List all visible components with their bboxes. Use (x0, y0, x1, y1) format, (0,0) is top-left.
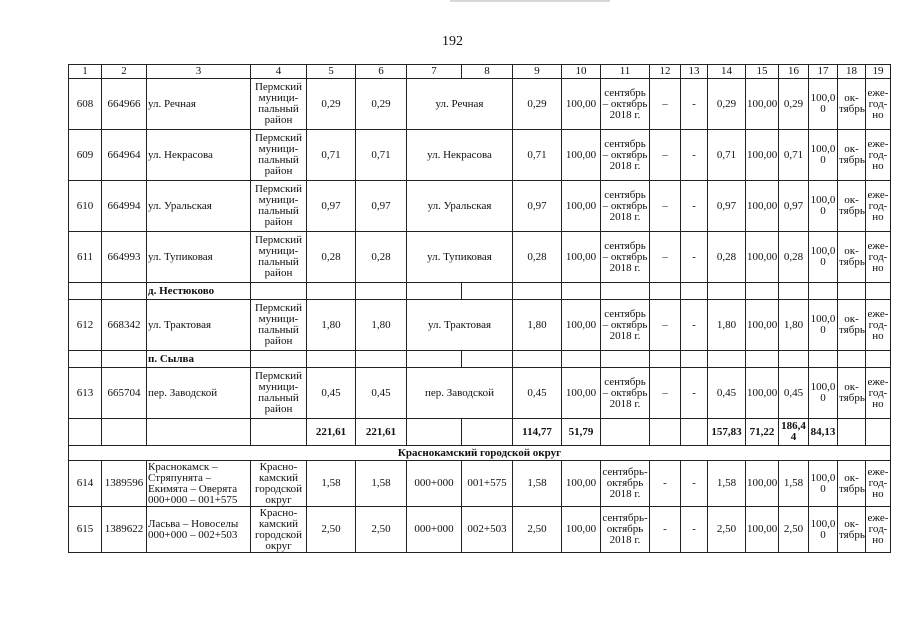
table-cell (102, 351, 147, 368)
table-cell (838, 351, 866, 368)
table-cell (809, 351, 838, 368)
work-period: сентябрь – октябрь 2018 г. (601, 130, 650, 181)
table-row (69, 130, 891, 181)
table-cell: 100,00 (746, 130, 779, 181)
table-cell: 0,45 (708, 368, 746, 419)
table-cell: 0,28 (513, 232, 562, 283)
table-cell (307, 351, 356, 368)
table-cell (102, 419, 147, 446)
table-cell: 0,71 (356, 130, 407, 181)
column-number: 5 (307, 65, 356, 79)
table-cell (513, 351, 562, 368)
table-cell: 1,58 (307, 461, 356, 507)
table-cell: ок-тябрь (838, 130, 866, 181)
column-number: 13 (681, 65, 708, 79)
table-cell: 84,13 (809, 419, 838, 446)
table-cell: 0,28 (779, 232, 809, 283)
table-cell: 100,0 0 (809, 507, 838, 553)
road-code: 664994 (102, 181, 147, 232)
table-cell: - (650, 461, 681, 507)
table-cell: 100,00 (746, 368, 779, 419)
table-cell: 100,0 0 (809, 181, 838, 232)
table-cell (102, 283, 147, 300)
table-cell (147, 419, 251, 446)
road-section: ул. Речная (407, 79, 513, 130)
table-cell: 100,00 (746, 181, 779, 232)
table-cell (462, 419, 513, 446)
table-cell: 157,83 (708, 419, 746, 446)
table-cell: 0,97 (513, 181, 562, 232)
table-cell: ок-тябрь (838, 181, 866, 232)
table-cell (601, 419, 650, 446)
start-km: 000+000 (407, 461, 462, 507)
row-number: 614 (69, 461, 102, 507)
road-section: ул. Некрасова (407, 130, 513, 181)
road-name: ул. Трактовая (147, 300, 251, 351)
table-cell: 0,28 (356, 232, 407, 283)
table-cell: 100,00 (562, 130, 601, 181)
road-name: ул. Уральская (147, 181, 251, 232)
start-km: 000+000 (407, 507, 462, 553)
column-number: 16 (779, 65, 809, 79)
table-cell: - (681, 130, 708, 181)
column-number: 9 (513, 65, 562, 79)
table-cell (650, 351, 681, 368)
table-cell (251, 351, 307, 368)
table-cell: 0,97 (307, 181, 356, 232)
table-row (69, 507, 891, 553)
owner: Пермский муници-пальный район (251, 232, 307, 283)
table-cell: 2,50 (307, 507, 356, 553)
road-section: ул. Уральская (407, 181, 513, 232)
table-cell (866, 283, 891, 300)
row-number: 609 (69, 130, 102, 181)
table-cell (462, 351, 513, 368)
table-cell: еже-год-но (866, 300, 891, 351)
table-cell: 100,0 0 (809, 461, 838, 507)
table-cell: 100,00 (562, 232, 601, 283)
road-name: Краснокамск – Стряпунята – Екимята – Оверята 000+000 – 001+575 (147, 461, 251, 507)
column-number: 1 (69, 65, 102, 79)
table-cell: еже-год-но (866, 507, 891, 553)
table-cell: 100,00 (562, 181, 601, 232)
table-cell: ок-тябрь (838, 79, 866, 130)
table-cell: - (681, 232, 708, 283)
table-cell: 1,58 (708, 461, 746, 507)
column-number: 8 (462, 65, 513, 79)
table-cell: 0,71 (708, 130, 746, 181)
road-code: 665704 (102, 368, 147, 419)
table-cell: 0,71 (779, 130, 809, 181)
work-period: сентябрь – октябрь 2018 г. (601, 300, 650, 351)
page-number: 192 (442, 34, 463, 49)
column-number: 18 (838, 65, 866, 79)
total-row (69, 419, 891, 446)
table-cell: 0,28 (708, 232, 746, 283)
table-row (69, 181, 891, 232)
table-cell: 1,58 (513, 461, 562, 507)
table-cell: ок-тябрь (838, 507, 866, 553)
table-cell (681, 283, 708, 300)
road-section: ул. Тупиковая (407, 232, 513, 283)
table-cell: 100,00 (746, 300, 779, 351)
table-cell: 1,80 (779, 300, 809, 351)
table-cell (809, 283, 838, 300)
work-period: сентябрь – октябрь 2018 г. (601, 79, 650, 130)
table-cell: 100,0 0 (809, 368, 838, 419)
table-cell (562, 283, 601, 300)
table-cell: 2,50 (356, 507, 407, 553)
column-number: 2 (102, 65, 147, 79)
column-number: 10 (562, 65, 601, 79)
table-cell: 0,29 (708, 79, 746, 130)
work-period: сентябрь-октябрь 2018 г. (601, 507, 650, 553)
table-cell: 0,97 (779, 181, 809, 232)
table-cell: 0,29 (307, 79, 356, 130)
header-row (69, 65, 891, 79)
table-cell: 100,00 (746, 461, 779, 507)
table-cell: 1,80 (356, 300, 407, 351)
table-cell: 100,0 0 (809, 300, 838, 351)
table-cell: 100,00 (562, 507, 601, 553)
road-name: ул. Речная (147, 79, 251, 130)
table-cell: ок-тябрь (838, 368, 866, 419)
table-cell: 0,29 (356, 79, 407, 130)
column-number: 6 (356, 65, 407, 79)
road-register-table (68, 64, 891, 553)
column-number: 17 (809, 65, 838, 79)
road-section: пер. Заводской (407, 368, 513, 419)
table-cell (407, 351, 462, 368)
table-cell: 221,61 (307, 419, 356, 446)
road-code: 664964 (102, 130, 147, 181)
work-period: сентябрь – октябрь 2018 г. (601, 181, 650, 232)
table-cell: - (681, 368, 708, 419)
table-cell: 0,29 (779, 79, 809, 130)
road-code: 1389596 (102, 461, 147, 507)
table-cell: еже-год-но (866, 181, 891, 232)
table-cell: 100,0 0 (809, 79, 838, 130)
table-cell (708, 283, 746, 300)
road-section: ул. Трактовая (407, 300, 513, 351)
table-cell (746, 283, 779, 300)
work-period: сентябрь-октябрь 2018 г. (601, 461, 650, 507)
table-cell (356, 351, 407, 368)
road-code: 664993 (102, 232, 147, 283)
table-cell: 2,50 (513, 507, 562, 553)
table-cell (562, 351, 601, 368)
table-cell: - (681, 79, 708, 130)
road-name: Ласьва – Новоселы 000+000 – 002+503 (147, 507, 251, 553)
table-cell (838, 283, 866, 300)
table-cell: ок-тябрь (838, 461, 866, 507)
row-number: 615 (69, 507, 102, 553)
table-cell (407, 419, 462, 446)
table-cell: – (650, 368, 681, 419)
table-cell: 1,80 (307, 300, 356, 351)
table-row (69, 79, 891, 130)
table-cell (779, 351, 809, 368)
table-cell: 1,80 (513, 300, 562, 351)
table-cell: 0,97 (356, 181, 407, 232)
table-cell (307, 283, 356, 300)
table-cell (866, 419, 891, 446)
section-label: п. Сылва (147, 351, 251, 368)
table-cell: - (681, 300, 708, 351)
table-cell: 1,80 (708, 300, 746, 351)
table-cell: 100,00 (562, 368, 601, 419)
table-cell (513, 283, 562, 300)
table-cell (69, 419, 102, 446)
road-name: ул. Тупиковая (147, 232, 251, 283)
end-km: 001+575 (462, 461, 513, 507)
row-number: 608 (69, 79, 102, 130)
section-row (69, 283, 891, 300)
owner: Красно-камский городской округ (251, 507, 307, 553)
table-cell (779, 283, 809, 300)
table-row (69, 368, 891, 419)
column-number: 3 (147, 65, 251, 79)
table-cell (69, 283, 102, 300)
road-code: 1389622 (102, 507, 147, 553)
row-number: 611 (69, 232, 102, 283)
owner: Пермский муници-пальный район (251, 368, 307, 419)
table-cell: 2,50 (779, 507, 809, 553)
district-row (69, 446, 891, 461)
table-cell (462, 283, 513, 300)
column-number: 14 (708, 65, 746, 79)
table-cell: еже-год-но (866, 79, 891, 130)
row-number: 610 (69, 181, 102, 232)
owner: Пермский муници-пальный район (251, 181, 307, 232)
table-row (69, 232, 891, 283)
table-cell: 1,58 (356, 461, 407, 507)
table-cell: – (650, 300, 681, 351)
column-number: 11 (601, 65, 650, 79)
table-cell: еже-год-но (866, 130, 891, 181)
table-cell (746, 351, 779, 368)
section-row (69, 351, 891, 368)
table-cell: 100,00 (746, 232, 779, 283)
table-cell: – (650, 181, 681, 232)
table-cell: еже-год-но (866, 368, 891, 419)
section-label: д. Нестюково (147, 283, 251, 300)
table-cell: 114,77 (513, 419, 562, 446)
table-cell (708, 351, 746, 368)
table-cell: 0,45 (356, 368, 407, 419)
table-cell (601, 283, 650, 300)
table-cell: - (650, 507, 681, 553)
table-cell: 186,4 4 (779, 419, 809, 446)
table-cell: 100,00 (562, 461, 601, 507)
road-name: ул. Некрасова (147, 130, 251, 181)
table-cell: – (650, 232, 681, 283)
work-period: сентябрь – октябрь 2018 г. (601, 368, 650, 419)
table-cell (251, 419, 307, 446)
table-cell: 100,00 (562, 300, 601, 351)
table-cell: – (650, 79, 681, 130)
table-cell: 51,79 (562, 419, 601, 446)
road-name: пер. Заводской (147, 368, 251, 419)
table-cell: 100,00 (562, 79, 601, 130)
table-cell: 0,45 (307, 368, 356, 419)
table-cell: 221,61 (356, 419, 407, 446)
table-cell (356, 283, 407, 300)
table-cell: 1,58 (779, 461, 809, 507)
row-number: 613 (69, 368, 102, 419)
table-cell: еже-год-но (866, 461, 891, 507)
table-cell: 100,0 0 (809, 232, 838, 283)
table-cell (681, 351, 708, 368)
table-cell: 0,45 (779, 368, 809, 419)
table-cell (650, 419, 681, 446)
district-label: Краснокамский городской округ (69, 446, 891, 461)
table-cell: 100,0 0 (809, 130, 838, 181)
table-cell: 0,97 (708, 181, 746, 232)
column-number: 15 (746, 65, 779, 79)
table-cell: 0,71 (513, 130, 562, 181)
table-cell: 100,00 (746, 79, 779, 130)
table-cell: 0,45 (513, 368, 562, 419)
table-cell: 100,00 (746, 507, 779, 553)
column-number: 4 (251, 65, 307, 79)
table-cell: 0,28 (307, 232, 356, 283)
column-number: 12 (650, 65, 681, 79)
table-cell (866, 351, 891, 368)
owner: Пермский муници-пальный район (251, 300, 307, 351)
road-code: 664966 (102, 79, 147, 130)
table-row (69, 300, 891, 351)
table-cell: 71,22 (746, 419, 779, 446)
table-cell: 0,71 (307, 130, 356, 181)
owner: Пермский муници-пальный район (251, 130, 307, 181)
table-cell (69, 351, 102, 368)
table-cell: 0,29 (513, 79, 562, 130)
table-cell: - (681, 461, 708, 507)
owner: Красно-камский городской округ (251, 461, 307, 507)
table-cell (601, 351, 650, 368)
road-code: 668342 (102, 300, 147, 351)
table-cell (838, 419, 866, 446)
table-cell: еже-год-но (866, 232, 891, 283)
table-cell: ок-тябрь (838, 300, 866, 351)
table-cell (650, 283, 681, 300)
column-number: 7 (407, 65, 462, 79)
table-cell: - (681, 507, 708, 553)
table-cell: – (650, 130, 681, 181)
table-cell (251, 283, 307, 300)
column-number: 19 (866, 65, 891, 79)
table-cell (407, 283, 462, 300)
row-number: 612 (69, 300, 102, 351)
table-cell (681, 419, 708, 446)
table-cell: - (681, 181, 708, 232)
end-km: 002+503 (462, 507, 513, 553)
table-row (69, 461, 891, 507)
table-cell: 2,50 (708, 507, 746, 553)
scan-mark (450, 0, 610, 2)
owner: Пермский муници-пальный район (251, 79, 307, 130)
table-cell: ок-тябрь (838, 232, 866, 283)
work-period: сентябрь – октябрь 2018 г. (601, 232, 650, 283)
